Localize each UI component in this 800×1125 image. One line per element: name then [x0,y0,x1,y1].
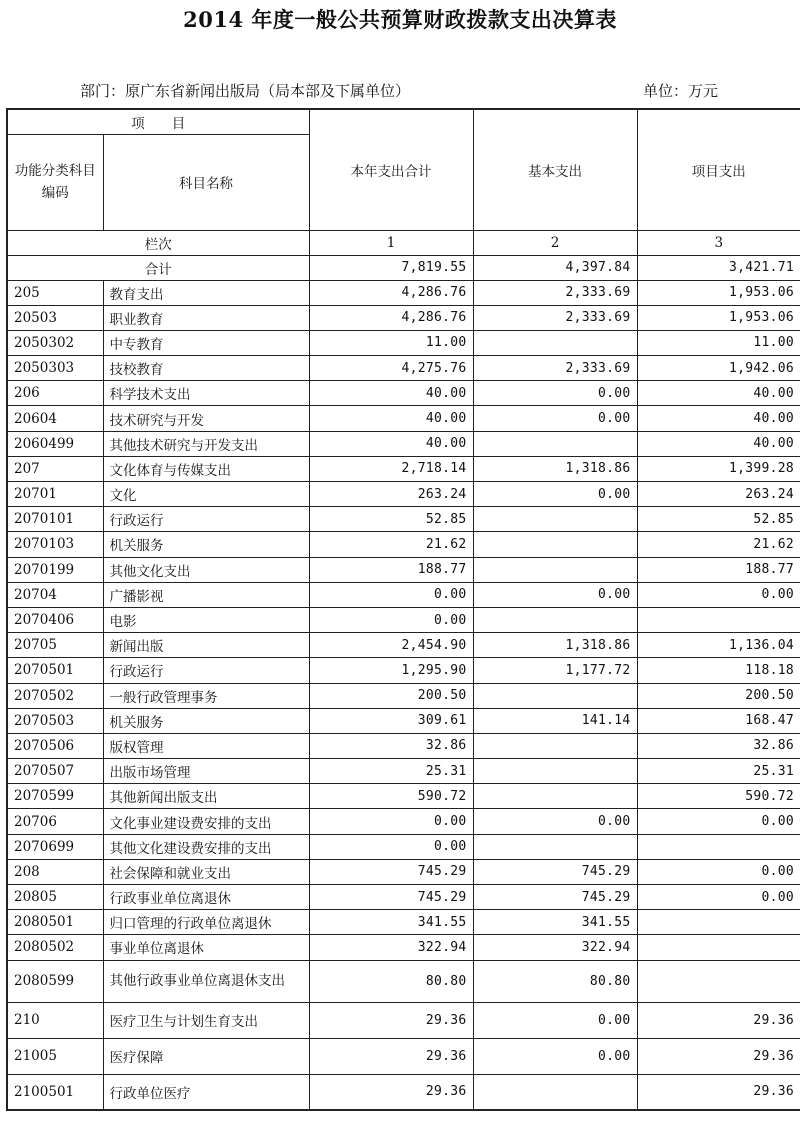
total-cell: 11.00 [309,330,473,355]
basic-cell: 1,177.72 [473,658,637,683]
project-header: 项目支出 [637,109,800,230]
name-cell: 职业教育 [103,305,309,330]
total-cell: 322.94 [309,935,473,960]
code-cell: 2050302 [7,330,103,355]
name-cell: 医疗保障 [103,1038,309,1074]
project-cell [637,960,800,1002]
name-cell: 新闻出版 [103,633,309,658]
total-cell: 0.00 [309,607,473,632]
project-cell: 25.31 [637,759,800,784]
code-cell: 205 [7,280,103,305]
code-cell: 21005 [7,1038,103,1074]
code-cell: 20805 [7,885,103,910]
project-cell: 118.18 [637,658,800,683]
project-cell: 40.00 [637,431,800,456]
basic-cell [473,1074,637,1110]
basic-cell: 745.29 [473,885,637,910]
table-row [7,910,800,935]
table-row [7,784,800,809]
col1-label: 1 [309,230,473,255]
name-cell: 其他文化支出 [103,557,309,582]
name-cell: 技术研究与开发 [103,406,309,431]
table-row [7,582,800,607]
code-header: 功能分类科目编码 [7,134,103,230]
name-cell: 文化体育与传媒支出 [103,456,309,481]
budget-table [6,108,800,1111]
table-row [7,935,800,960]
name-cell: 其他行政事业单位离退休支出 [103,960,309,1002]
total-cell: 4,286.76 [309,280,473,305]
code-cell: 20503 [7,305,103,330]
code-cell: 2060499 [7,431,103,456]
name-cell: 事业单位离退休 [103,935,309,960]
table-row [7,733,800,758]
code-cell: 2070507 [7,759,103,784]
project-cell: 29.36 [637,1074,800,1110]
total-header: 本年支出合计 [309,109,473,230]
basic-cell [473,733,637,758]
code-cell: 20604 [7,406,103,431]
table-row [7,759,800,784]
table-row [7,607,800,632]
report-title: 2014 年度一般公共预算财政拨款支出决算表 [183,7,617,32]
code-cell: 2070501 [7,658,103,683]
table-row [7,1074,800,1110]
total-cell: 4,275.76 [309,356,473,381]
total-cell: 52.85 [309,507,473,532]
total-cell: 745.29 [309,885,473,910]
col3-label: 3 [637,230,800,255]
basic-cell: 141.14 [473,708,637,733]
code-cell: 2070103 [7,532,103,557]
table-row [7,305,800,330]
total-cell: 200.50 [309,683,473,708]
totals-row [7,255,800,280]
project-cell: 263.24 [637,482,800,507]
code-cell: 2070503 [7,708,103,733]
basic-cell: 1,318.86 [473,456,637,481]
name-cell: 广播影视 [103,582,309,607]
total-cell: 0.00 [309,809,473,834]
header-row-1 [7,109,800,134]
project-cell [637,834,800,859]
total-cell: 2,454.90 [309,633,473,658]
department-label: 部门：原广东省新闻出版局（局本部及下属单位） [80,82,411,100]
project-cell: 1,942.06 [637,356,800,381]
table-row [7,683,800,708]
name-cell: 文化 [103,482,309,507]
code-cell: 2070699 [7,834,103,859]
basic-header: 基本支出 [473,109,637,230]
table-row [7,330,800,355]
name-cell: 中专教育 [103,330,309,355]
code-cell: 2070506 [7,733,103,758]
name-cell: 行政单位医疗 [103,1074,309,1110]
name-cell: 行政运行 [103,507,309,532]
project-cell: 29.36 [637,1002,800,1038]
total-cell: 29.36 [309,1074,473,1110]
project-cell: 188.77 [637,557,800,582]
total-cell: 1,295.90 [309,658,473,683]
item-header: 项 目 [7,109,309,134]
table-row [7,1038,800,1074]
name-cell: 技校教育 [103,356,309,381]
name-cell: 机关服务 [103,708,309,733]
unit-label: 单位：万元 [643,82,719,100]
project-cell: 200.50 [637,683,800,708]
total-cell: 21.62 [309,532,473,557]
code-cell: 20704 [7,582,103,607]
basic-cell: 0.00 [473,809,637,834]
basic-cell: 1,318.86 [473,633,637,658]
code-cell: 208 [7,859,103,884]
basic-cell: 2,333.69 [473,305,637,330]
total-cell: 0.00 [309,582,473,607]
total-cell: 40.00 [309,406,473,431]
table-row [7,532,800,557]
total-sum: 7,819.55 [309,255,473,280]
name-cell: 其他技术研究与开发支出 [103,431,309,456]
code-cell: 2070599 [7,784,103,809]
total-cell: 341.55 [309,910,473,935]
project-cell: 168.47 [637,708,800,733]
project-cell: 21.62 [637,532,800,557]
basic-cell: 322.94 [473,935,637,960]
code-cell: 2080599 [7,960,103,1002]
table-row [7,456,800,481]
table-row [7,859,800,884]
name-cell: 其他文化建设费安排的支出 [103,834,309,859]
project-cell: 0.00 [637,885,800,910]
total-cell: 25.31 [309,759,473,784]
basic-cell: 745.29 [473,859,637,884]
table-row [7,431,800,456]
basic-cell: 0.00 [473,582,637,607]
project-cell: 52.85 [637,507,800,532]
column-label: 栏次 [7,230,309,255]
table-row [7,834,800,859]
code-cell: 2070406 [7,607,103,632]
basic-cell [473,431,637,456]
basic-cell: 0.00 [473,406,637,431]
project-cell: 1,953.06 [637,280,800,305]
table-row [7,406,800,431]
project-sum: 3,421.71 [637,255,800,280]
basic-cell [473,784,637,809]
total-cell: 188.77 [309,557,473,582]
total-cell: 0.00 [309,834,473,859]
basic-cell: 0.00 [473,482,637,507]
total-cell: 32.86 [309,733,473,758]
total-cell: 2,718.14 [309,456,473,481]
code-cell: 20706 [7,809,103,834]
code-cell: 207 [7,456,103,481]
name-cell: 归口管理的行政单位离退休 [103,910,309,935]
basic-cell [473,532,637,557]
basic-cell: 0.00 [473,1038,637,1074]
col2-label: 2 [473,230,637,255]
code-cell: 210 [7,1002,103,1038]
name-cell: 行政运行 [103,658,309,683]
code-cell: 20701 [7,482,103,507]
basic-cell: 0.00 [473,1002,637,1038]
total-cell: 80.80 [309,960,473,1002]
basic-cell [473,834,637,859]
name-header: 科目名称 [103,134,309,230]
table-row [7,1002,800,1038]
project-cell [637,607,800,632]
name-cell: 版权管理 [103,733,309,758]
code-cell: 20705 [7,633,103,658]
code-cell: 2080501 [7,910,103,935]
basic-cell: 80.80 [473,960,637,1002]
project-cell [637,910,800,935]
project-cell: 1,399.28 [637,456,800,481]
table-row [7,482,800,507]
total-cell: 745.29 [309,859,473,884]
code-cell: 2100501 [7,1074,103,1110]
total-cell: 4,286.76 [309,305,473,330]
table-row [7,633,800,658]
table-row [7,960,800,1002]
code-cell: 2080502 [7,935,103,960]
basic-cell: 341.55 [473,910,637,935]
name-cell: 其他新闻出版支出 [103,784,309,809]
project-cell: 32.86 [637,733,800,758]
table-row [7,280,800,305]
project-cell: 1,136.04 [637,633,800,658]
basic-cell [473,330,637,355]
table-row [7,658,800,683]
basic-cell [473,557,637,582]
project-cell: 590.72 [637,784,800,809]
table-row [7,356,800,381]
project-cell [637,935,800,960]
basic-cell [473,607,637,632]
code-cell: 2070101 [7,507,103,532]
total-cell: 263.24 [309,482,473,507]
project-cell: 40.00 [637,406,800,431]
table-row [7,557,800,582]
total-cell: 29.36 [309,1002,473,1038]
project-cell: 1,953.06 [637,305,800,330]
project-cell: 29.36 [637,1038,800,1074]
code-cell: 2050303 [7,356,103,381]
table-row [7,708,800,733]
project-cell: 40.00 [637,381,800,406]
project-cell: 11.00 [637,330,800,355]
table-row [7,809,800,834]
code-cell: 2070199 [7,557,103,582]
basic-cell: 2,333.69 [473,280,637,305]
total-cell: 40.00 [309,381,473,406]
table-row [7,507,800,532]
basic-cell [473,507,637,532]
name-cell: 教育支出 [103,280,309,305]
basic-sum: 4,397.84 [473,255,637,280]
basic-cell: 2,333.69 [473,356,637,381]
name-cell: 一般行政管理事务 [103,683,309,708]
name-cell: 科学技术支出 [103,381,309,406]
basic-cell: 0.00 [473,381,637,406]
total-cell: 40.00 [309,431,473,456]
project-cell: 0.00 [637,809,800,834]
name-cell: 机关服务 [103,532,309,557]
code-cell: 2070502 [7,683,103,708]
project-cell: 0.00 [637,582,800,607]
name-cell: 文化事业建设费安排的支出 [103,809,309,834]
column-index-row [7,230,800,255]
name-cell: 医疗卫生与计划生育支出 [103,1002,309,1038]
table-row [7,885,800,910]
total-cell: 309.61 [309,708,473,733]
basic-cell [473,759,637,784]
basic-cell [473,683,637,708]
name-cell: 出版市场管理 [103,759,309,784]
project-cell: 0.00 [637,859,800,884]
name-cell: 行政事业单位离退休 [103,885,309,910]
code-cell: 206 [7,381,103,406]
total-cell: 29.36 [309,1038,473,1074]
name-cell: 电影 [103,607,309,632]
table-row [7,381,800,406]
sum-label: 合计 [7,255,309,280]
total-cell: 590.72 [309,784,473,809]
name-cell: 社会保障和就业支出 [103,859,309,884]
